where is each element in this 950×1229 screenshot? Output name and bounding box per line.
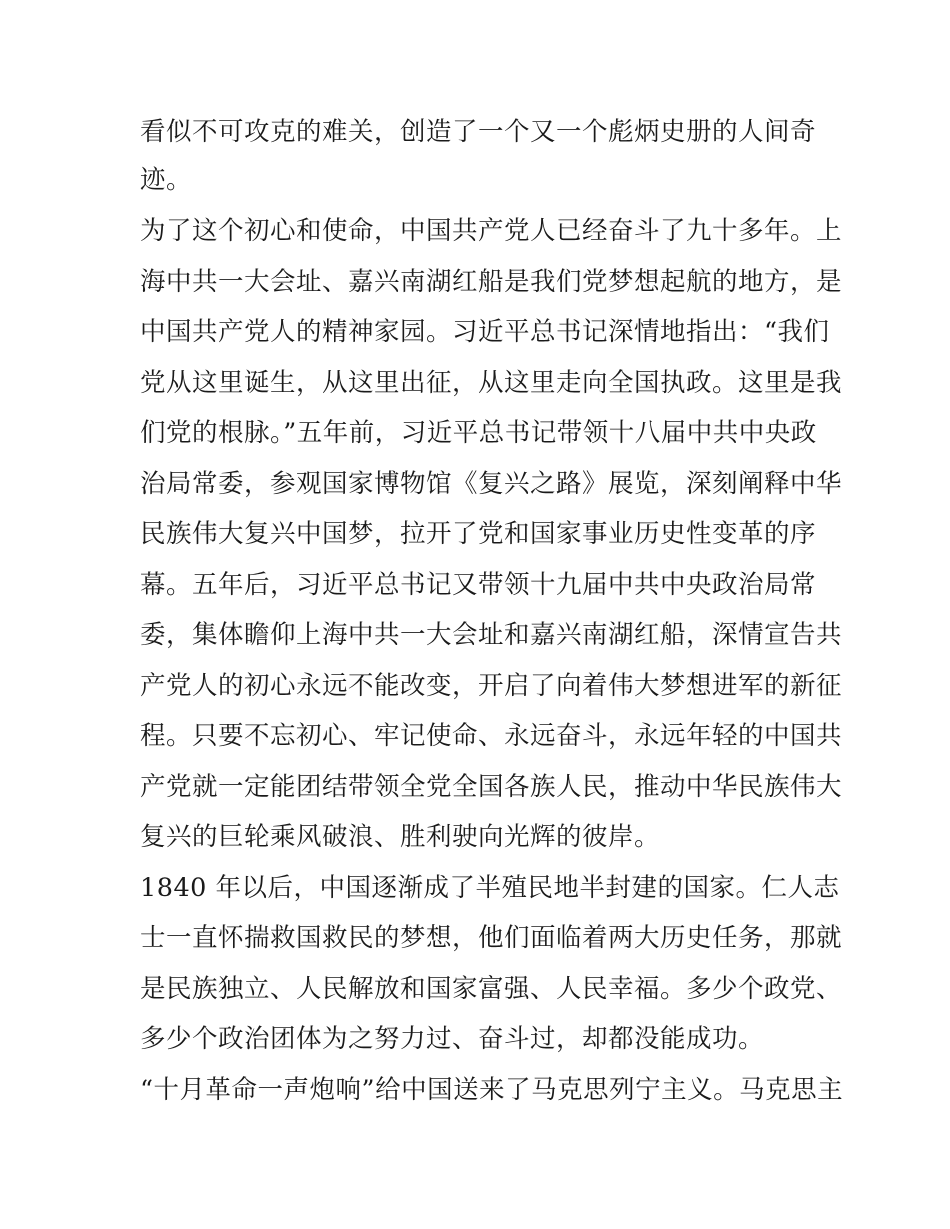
text-line: 产党人的初心永远不能改变，开启了向着伟大梦想进军的新征 (140, 671, 843, 701)
text-line: 治局常委，参观国家博物馆《复兴之路》展览，深刻阐释中华 (140, 469, 843, 499)
text-line: 党从这里诞生，从这里出征，从这里走向全国执政。这里是我 (140, 368, 843, 398)
text-line: 海中共一大会址、嘉兴南湖红船是我们党梦想起航的地方，是 (140, 267, 843, 297)
text-line: 复兴的巨轮乘风破浪、胜利驶向光辉的彼岸。 (140, 822, 661, 852)
text-line: 民族伟大复兴中国梦，拉开了党和国家事业历史性变革的序 (140, 519, 817, 549)
text-line: 们党的根脉。”五年前，习近平总书记带领十八届中共中央政 (140, 418, 817, 448)
text-line: 看似不可攻克的难关，创造了一个又一个彪炳史册的人间奇 (140, 117, 817, 147)
text-line: 中国共产党人的精神家园。习近平总书记深情地指出：“我们 (140, 317, 830, 347)
text-line: 多少个政治团体为之努力过、奋斗过，却都没能成功。 (140, 1024, 765, 1054)
text-line: 1840 年以后，中国逐渐成了半殖民地半封建的国家。仁人志 (140, 873, 840, 903)
text-line: 士一直怀揣救国救民的梦想，他们面临着两大历史任务，那就 (140, 923, 843, 953)
text-line: 程。只要不忘初心、牢记使命、永远奋斗，永远年轻的中国共 (140, 721, 843, 751)
text-line: 是民族独立、人民解放和国家富强、人民幸福。多少个政党、 (140, 974, 843, 1004)
text-line: 幕。五年后，习近平总书记又带领十九届中共中央政治局常 (140, 570, 817, 600)
text-line: 为了这个初心和使命，中国共产党人已经奋斗了九十多年。上 (140, 216, 843, 246)
text-line: 委，集体瞻仰上海中共一大会址和嘉兴南湖红船，深情宣告共 (140, 620, 843, 650)
text-line: 产党就一定能团结带领全党全国各族人民，推动中华民族伟大 (140, 772, 843, 802)
text-line: 迹。 (140, 165, 193, 195)
text-line: “十月革命一声炮响”给中国送来了马克思列宁主义。马克思主 (140, 1075, 844, 1105)
